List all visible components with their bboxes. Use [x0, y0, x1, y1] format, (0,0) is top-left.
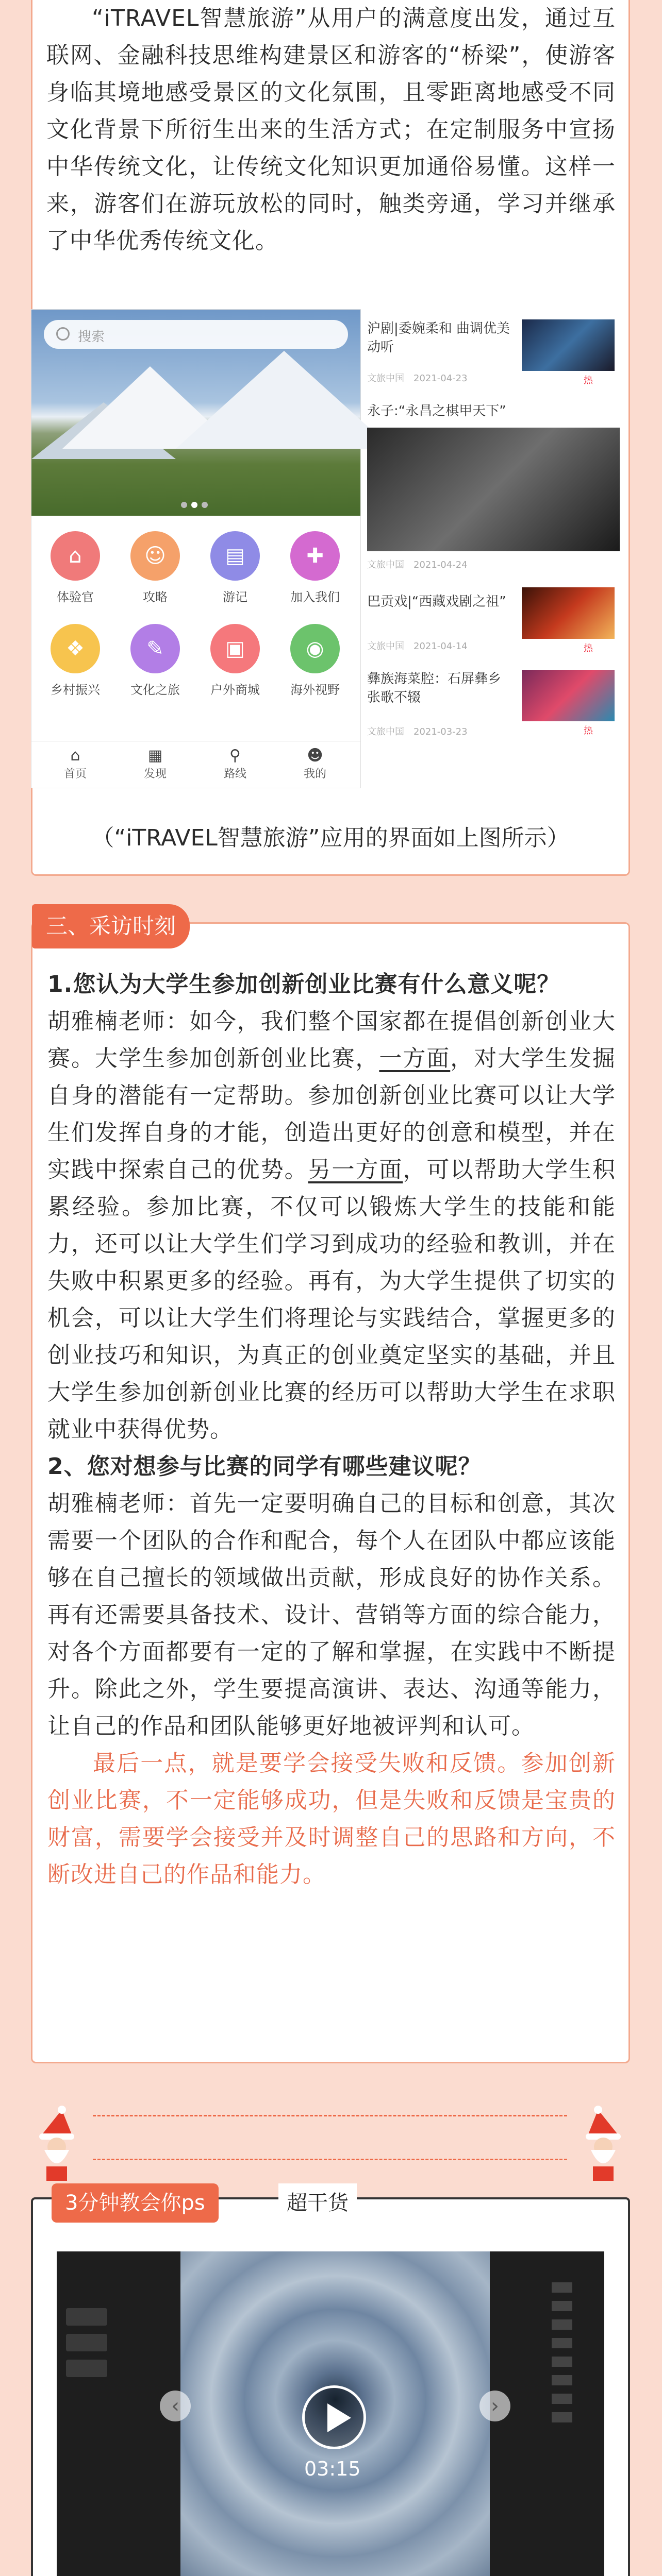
divider-dashed: [93, 2159, 567, 2160]
news-thumbnail: [522, 319, 615, 371]
divider-dashed: [93, 2115, 567, 2116]
answer-1: 胡雅楠老师：如今，我们整个国家都在提倡创新创业大赛。大学生参加创新创业比赛，一方面，对大学生发掘自身的潜能有一定帮助。参加创新创业比赛可以让大学生们发挥自身的才能，创造出更好的创意和模型，并在实践中探索自己的优势。另一方面，可以帮助大学生积累经验。参加比赛，不仅可以锻炼大学生的技能和能力，还可以让大学生们学习到成功的经验和教训，并在失败中积累更多的经验。再有，为大学生提供了切实的机会，可以让大学生们将理论与实践结合，掌握更多的创业技巧和知识，为真正的创业奠定坚实的基础，并且大学生参加创新创业比赛的经历可以帮助大学生在求职就业中获得优势。: [47, 1008, 616, 1443]
figure-caption: （“iTRAVEL智慧旅游”应用的界面如上图所示）: [91, 825, 570, 851]
answer-2: 胡雅楠老师：首先一定要明确自己的目标和创意，其次需要一个团队的合作和配合，每个人在团队中都应该能够在自己擅长的领域做出贡献，形成良好的协作关系。再有还需要具备技术、设计、营销等方面的综合能力，对各个方面都要有一定的了解和掌握，在实践中不断提升。除此之外，学生要提高演讲、表达、沟通等能力，让自己的作品和团队能够更好地被评判和认可。: [47, 1490, 616, 1739]
prev-arrow-icon[interactable]: ‹: [160, 2391, 191, 2421]
video-player[interactable]: [57, 2251, 604, 2576]
location-icon: ⚲: [229, 747, 241, 765]
intro-paragraph: “iTRAVEL智慧旅游”从用户的满意度出发，通过互联网、金融科技思维构建景区和游客的“桥梁”，使游客身临其境地感受景区的文化氛围，且零距离地感受不同文化背景下所衍生出来的生活方式；在定制服务中宣扬中华传统文化，让传统文化知识更加通俗易懂。这样一来，游客们在游玩放松的同时，触类旁通，学习并继承了中华优秀传统文化。: [46, 5, 616, 254]
icon-xiangcun[interactable]: ❖ 乡村振兴: [37, 624, 114, 698]
tab-route[interactable]: ⚲ 路线: [196, 747, 274, 781]
icon-jiaru[interactable]: ✚ 加入我们: [276, 531, 354, 605]
section-heading: 三、采访时刻: [32, 904, 190, 948]
video-tag: 超干货: [278, 2183, 357, 2223]
video-duration: 03:15: [304, 2458, 361, 2480]
user-icon: ☻: [307, 747, 323, 765]
icon-youji[interactable]: ▤ 游记: [196, 531, 274, 605]
santa-right-icon: [577, 2105, 629, 2182]
icon-shangcheng[interactable]: ▣ 户外商城: [196, 624, 274, 698]
app-toolbar: [552, 2282, 572, 2431]
search-bar[interactable]: [44, 320, 348, 349]
santa-left-icon: [31, 2105, 82, 2182]
search-placeholder: 搜索: [78, 329, 105, 345]
icon-gonglue[interactable]: ☺ 攻略: [117, 531, 194, 605]
tab-discover[interactable]: ▦ 发现: [117, 747, 194, 781]
video-title-label: 3分钟教会你ps: [52, 2183, 219, 2223]
hero-mountain-image: [31, 310, 360, 516]
next-arrow-icon[interactable]: ›: [479, 2391, 510, 2421]
home-icon: ⌂: [70, 747, 80, 765]
app-side-panel: [66, 2308, 107, 2385]
question-1: 1.您认为大学生参加创新创业比赛有什么意义呢？: [47, 971, 560, 997]
tab-mine[interactable]: ☻ 我的: [276, 747, 354, 781]
icon-haiwai[interactable]: ◉ 海外视野: [276, 624, 354, 698]
carousel-dots: [181, 500, 212, 510]
bottom-tab-bar: [31, 741, 360, 788]
icon-wenhua[interactable]: ✎ 文化之旅: [117, 624, 194, 698]
interview-content: [47, 966, 616, 1893]
search-icon: [56, 327, 70, 341]
closing-paragraph: 最后一点，就是要学会接受失败和反馈。参加创新创业比赛，不一定能够成功，但是失败和反馈是宝贵的财富，需要学会接受并及时调整自己的思路和方向，不断改进自己的作品和能力。: [47, 1750, 616, 1888]
news-thumbnail: [522, 670, 615, 721]
question-2: 2、您对想参与比赛的同学有哪些建议呢？: [47, 1453, 482, 1480]
app-phone-mockup: [31, 309, 361, 788]
news-thumbnail: [522, 587, 615, 639]
news-video-thumbnail: [367, 428, 620, 551]
icon-tiyanguan[interactable]: ⌂ 体验官: [37, 531, 114, 605]
play-button[interactable]: [302, 2385, 366, 2449]
tab-home[interactable]: ⌂ 首页: [37, 747, 114, 781]
grid-icon: ▦: [147, 747, 163, 765]
